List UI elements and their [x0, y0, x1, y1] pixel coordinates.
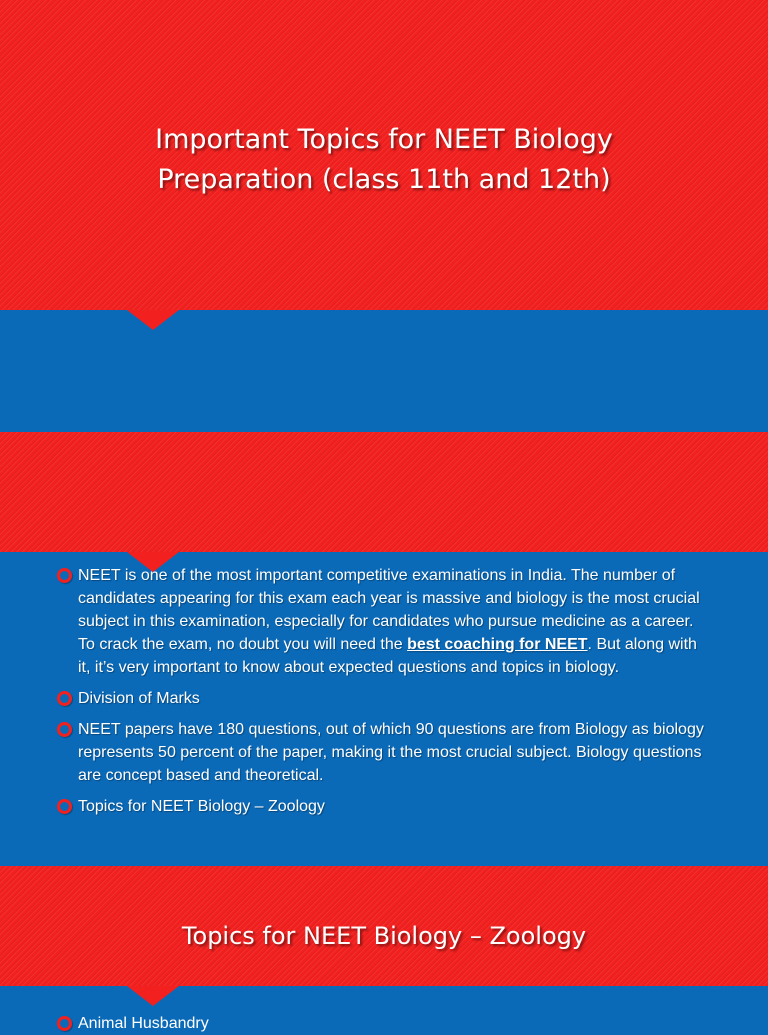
best-coaching-link[interactable]: best coaching for NEET — [407, 636, 588, 653]
bullet-papers-text: NEET papers have 180 questions, out of which 90 questions are from Biology as biology represents 50 percent of the paper, making it the most crucial subject. Biology questions are concept based and theoretical. — [78, 721, 704, 784]
slide1-title — [0, 120, 768, 200]
slide1-content-band — [0, 310, 768, 432]
slide2-title-band — [0, 432, 768, 552]
ring-bullet-icon — [57, 691, 72, 706]
bullet-item-division — [56, 687, 706, 710]
bullet-division-text: Division of Marks — [78, 690, 200, 707]
bullet-item-papers — [56, 718, 706, 787]
slide1-title-band — [0, 0, 768, 310]
bullet-intro-text: NEET is one of the most important competitive examinations in India. The number of candidates appearing for this exam each year is massive and biology is the most crucial subject in this examination, especially for candidates who pursue medicine as a career. To crack the exam, no doubt you will need the — [78, 567, 700, 653]
bullet-topics-text: Topics for NEET Biology – Zoology — [78, 798, 325, 815]
bullet-animal-husbandry-text: Animal Husbandry — [78, 1015, 209, 1032]
ring-bullet-icon — [57, 799, 72, 814]
ring-bullet-icon — [57, 568, 72, 583]
ring-bullet-icon — [57, 722, 72, 737]
slide3-title: Topics for NEET Biology – Zoology — [181, 922, 587, 950]
slide1-title-line2: Preparation (class 11th and 12th) — [157, 164, 611, 195]
bullet-intro-text-after: . But along with it, it’s very important to know about expected questions and topics in biology. — [78, 636, 697, 676]
slide1-title-line1: Important Topics for NEET Biology — [155, 124, 613, 155]
slide1-notch — [127, 310, 179, 330]
slide3-notch — [127, 986, 179, 1006]
bullet-item-intro — [56, 564, 706, 679]
slide2-bullet-list — [56, 564, 706, 826]
bullet-item-topics — [56, 795, 706, 818]
